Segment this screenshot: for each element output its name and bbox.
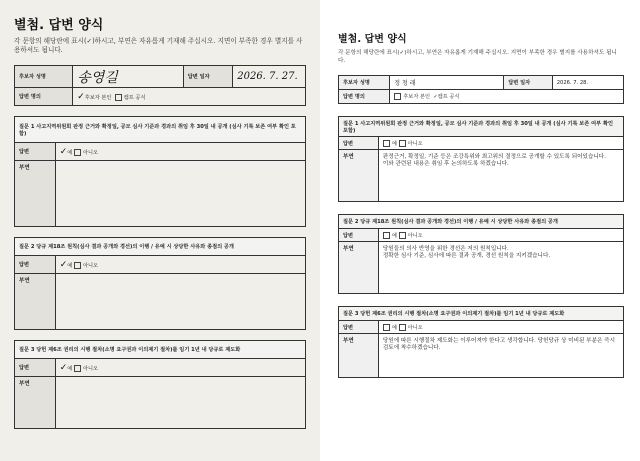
candidate-label: 후보자 성명 <box>339 76 390 90</box>
option-no: 아니오 <box>82 262 98 269</box>
date-label: 답변 일자 <box>183 66 232 88</box>
note-label: 부연 <box>339 150 379 202</box>
checkbox-empty-icon <box>74 149 81 156</box>
check-mark-icon: ✓ <box>59 362 68 373</box>
answer-options <box>378 229 623 242</box>
answer-label: 답변 <box>339 229 379 242</box>
question-1-text: 질문 1 사고지역위원회 판정 근거와 확정일, 공모 심사 기준과 경과의 취임 후 30일 내 공개 (심사 기록 보존 여부 확인 포함) <box>15 117 306 143</box>
question-3-text: 질문 3 당헌 제6조 권리의 시행 절차(소명 요구권과 이의제기 절차)를 임기 1년 내 당규로 제도화 <box>339 307 624 321</box>
checkbox-empty-icon <box>399 324 406 331</box>
option-no: 아니오 <box>82 365 98 372</box>
checkbox-empty-icon <box>74 262 81 269</box>
checkbox-empty-icon <box>74 365 81 372</box>
option-yes: 예 <box>67 149 73 156</box>
question-2-table <box>14 237 306 330</box>
option-no: 아니오 <box>82 149 98 156</box>
option-camp: 캠프 공식 <box>437 94 460 100</box>
form-instruction: 각 문항의 해당란에 표시(✓)하시고, 부연은 자유롭게 기재해 주십시오. 지면이 부족한 경우 별지를 사용하셔도 됩니다. <box>338 50 617 64</box>
option-no: 아니오 <box>407 232 423 239</box>
option-yes: 예 <box>391 140 397 147</box>
note-label: 부연 <box>15 274 56 330</box>
check-mark-icon: ✓ <box>59 259 68 270</box>
answer-label: 답변 <box>339 137 379 150</box>
respondent-label: 답변 명의 <box>15 88 73 106</box>
checkbox-empty-icon <box>394 93 401 100</box>
answer-options <box>378 137 623 150</box>
respondent-table <box>338 75 624 104</box>
answer-options <box>55 143 305 161</box>
question-1-table <box>14 116 306 227</box>
answer-label: 답변 <box>339 321 379 334</box>
option-yes: 예 <box>67 365 73 372</box>
answer-label: 답변 <box>15 256 56 274</box>
handwritten-date: 2026. 7. 27. <box>237 71 298 82</box>
checked-box-icon: ✓ <box>433 94 438 100</box>
answer-label: 답변 <box>15 143 56 161</box>
note-blank <box>55 161 305 227</box>
note-label: 부연 <box>339 242 379 294</box>
note-blank <box>55 274 305 330</box>
form-title: 별첨. 답변 양식 <box>338 34 407 45</box>
option-no: 아니오 <box>407 324 423 331</box>
checkbox-empty-icon <box>383 324 390 331</box>
candidate-signature: 송영길 <box>77 69 118 86</box>
respondent-table <box>14 65 306 106</box>
respondent-options <box>73 88 306 106</box>
option-camp: 캠프 공식 <box>123 94 146 101</box>
typed-answer-form <box>320 0 640 461</box>
check-mark-icon: ✓ <box>77 91 85 102</box>
note-text: 당원들의 의사 반영을 위한 경선은 저의 원칙입니다. 정확한 심사 기준, 심사에 따른 결과 공개, 경선 원칙을 지키겠습니다. <box>378 242 623 294</box>
question-3-text: 질문 3 당헌 제6조 권리의 시행 절차(소명 요구권과 이의제기 절차)를 임기 1년 내 당규로 제도화 <box>15 341 306 359</box>
option-yes: 예 <box>391 232 397 239</box>
date-label: 답변 일자 <box>504 76 552 90</box>
note-text: 판정근거, 확정일, 기준 등은 조강특위와 최고위의 결정으로 공개할 수 있도록 되어있습니다. 이와 관련된 내용은 취임 후 논의하도록 하겠습니다. <box>378 150 623 202</box>
answer-label: 답변 <box>15 359 56 377</box>
checkbox-empty-icon <box>115 94 122 101</box>
candidate-name: 정 청 래 <box>390 76 504 90</box>
checkbox-empty-icon <box>399 232 406 239</box>
question-3-table <box>338 306 624 378</box>
note-label: 부연 <box>15 161 56 227</box>
candidate-name <box>73 66 184 88</box>
note-label: 부연 <box>339 334 379 378</box>
option-no: 아니오 <box>407 140 423 147</box>
question-2-text: 질문 2 당규 제18조 원칙(심사 결과 공개와 경선)의 이행 / 유예 시 상당한 사유와 종점의 공개 <box>339 215 624 229</box>
note-label: 부연 <box>15 377 56 429</box>
checkbox-empty-icon <box>399 140 406 147</box>
form-title: 별첨. 답변 양식 <box>14 18 104 33</box>
form-instruction: 각 문항의 해당란에 표시(✓)하시고, 부연은 자유롭게 기재해 주십시오. 지면이 부족한 경우 별지를 사용하셔도 됩니다. <box>14 37 303 54</box>
question-2-table <box>338 214 624 294</box>
option-candidate-self: 후보자 본인 <box>84 94 112 101</box>
question-1-table <box>338 116 624 202</box>
question-2-text: 질문 2 당규 제18조 원칙(심사 결과 공개와 경선)의 이행 / 유예 시 상당한 사유와 종점의 공개 <box>15 238 306 256</box>
option-yes: 예 <box>67 262 73 269</box>
respondent-label: 답변 명의 <box>339 90 390 104</box>
option-candidate-self: 후보자 본인 <box>403 94 431 100</box>
answer-options <box>378 321 623 334</box>
note-blank <box>55 377 305 429</box>
checkbox-empty-icon <box>383 140 390 147</box>
option-yes: 예 <box>391 324 397 331</box>
answer-options <box>55 359 305 377</box>
note-text: 당원에 따른 시행절차 제도화는 이루어져야 한다고 생각합니다. 당헌당규 상 미비된 부분은 즉시 검토에 착수하겠습니다. <box>378 334 623 378</box>
candidate-label: 후보자 성명 <box>15 66 73 88</box>
question-1-text: 질문 1 사고지역위원회 판정 근거와 확정일, 공모 심사 기준과 경과의 취임 후 30일 내 공개 (심사 기록 보존 여부 확인 포함) <box>339 117 624 137</box>
respondent-options <box>390 90 624 104</box>
answer-options <box>55 256 305 274</box>
answer-date: 2026. 7. 28. <box>552 76 623 90</box>
answer-date <box>233 66 306 88</box>
question-3-table <box>14 340 306 429</box>
checkbox-empty-icon <box>383 232 390 239</box>
check-mark-icon: ✓ <box>59 146 68 157</box>
